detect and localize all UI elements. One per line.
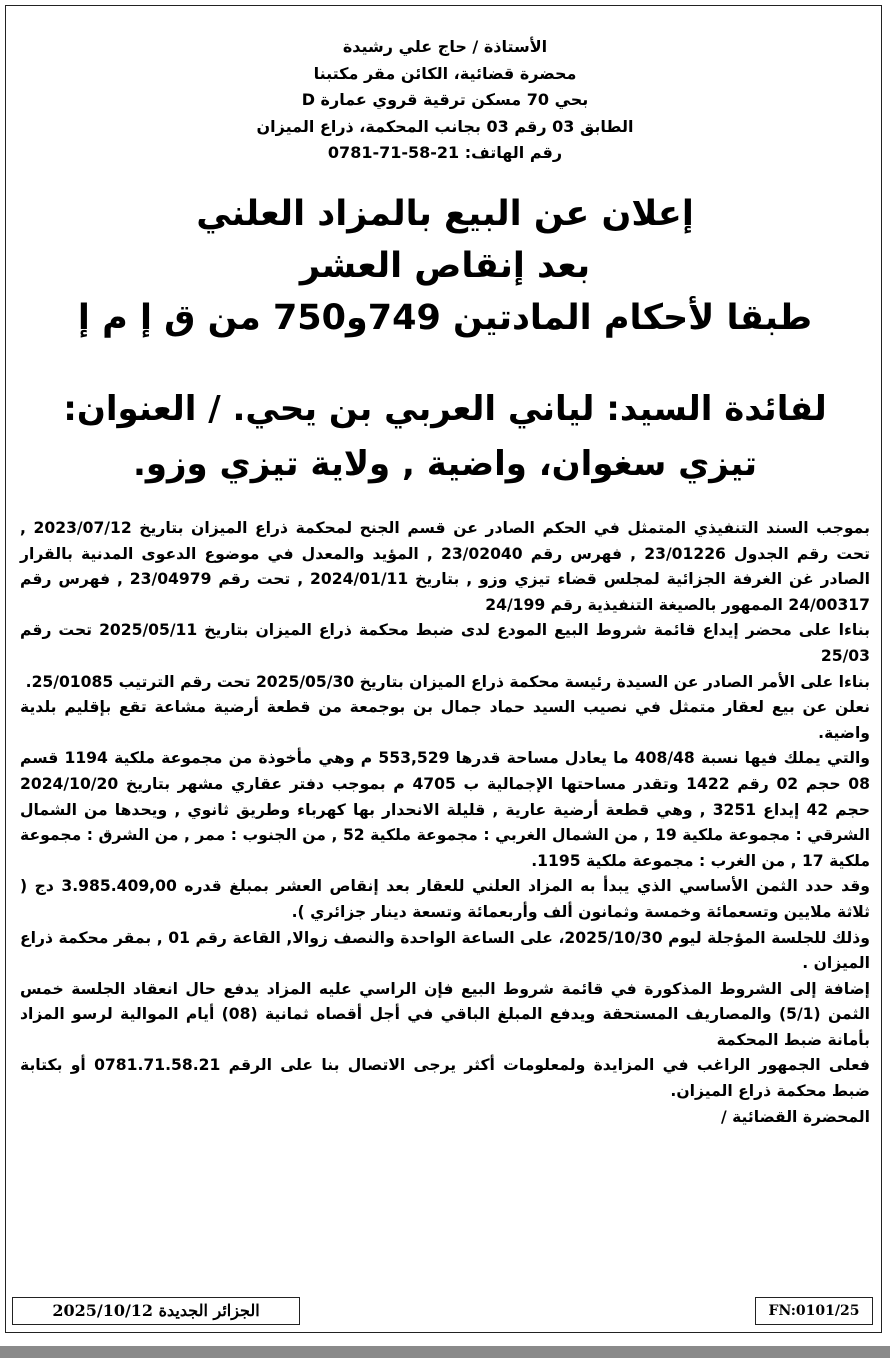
- beneficiary-line-2: تيزي سغوان، واضية , ولاية تيزي وزو.: [132, 444, 758, 484]
- bailiff-name: الأستاذة / حاج علي رشيدة: [342, 37, 548, 56]
- body-paragraph: نعلن عن بيع لعقار متمثل في نصيب السيد حماد جمال بن بوجمعة من قطعة أرضية مشاعة تقع بإقليم بلدية واضية.: [20, 698, 870, 742]
- body-paragraph: بناءا على محضر إيداع قائمة شروط البيع المودع لدى ضبط محكمة ذراع الميزان بتاريخ 2025/05/11 تحت رقم 25/03: [20, 621, 870, 665]
- body-paragraph: إضافة إلى الشروط المذكورة في قائمة شروط البيع فإن الراسي عليه المزاد يدفع حال انعقاد الجلسة خمس الثمن (5/1) والمصاريف المستحقة ويدفع المبلغ الباقي في أجل أقصاه ثمانية (08) أيام الموالية لرسو المزاد بأمانة ضبط المحكمة: [20, 979, 871, 1049]
- body-paragraph: وذلك للجلسة المؤجلة ليوم 2025/10/30، على الساعة الواحدة والنصف زوالا, القاعة رقم 01 , بمقر محكمة ذراع الميزان .: [20, 928, 870, 973]
- bottom-divider: [0, 1346, 890, 1358]
- title-line-1: إعلان عن البيع بالمزاد العلني: [196, 194, 694, 234]
- bailiff-address-2: الطابق 03 رقم 03 بجانب المحكمة، ذراع الميزان: [256, 116, 634, 136]
- signature-line: المحضرة القضائية /: [720, 1107, 870, 1126]
- bailiff-phone: رقم الهاتف: 21-58-71-0781: [327, 143, 563, 162]
- body-paragraph: وقد حدد الثمن الأساسي الذي يبدأ به المزاد العلني للعقار بعد إنقاص العشر بمبلغ قدره 3.985.409,00 دج ( ثلاثة ملايين وتسعمائة وخمسة وثمانون ألف وأربعمائة وتسعة دينار جزائري ).: [20, 877, 870, 921]
- body-paragraph: فعلى الجمهور الراغب في المزايدة ولمعلومات أكثر يرجى الاتصال بنا على الرقم 0781.71.58.21 أو بكتابة ضبط محكمة ذراع الميزان.: [20, 1056, 870, 1101]
- beneficiary-line-1: لفائدة السيد: لياني العربي بن يحي. / العنوان:: [63, 389, 827, 429]
- bailiff-address-1: بحي 70 مسكن ترقية قروي عمارة D: [301, 90, 589, 109]
- notice-body: [20, 516, 870, 1130]
- beneficiary: [10, 382, 880, 492]
- title-line-2: بعد إنقاص العشر: [299, 246, 591, 286]
- bailiff-header: [0, 34, 890, 167]
- publication-date-box: الجزائر الجديدة 2025/10/12: [12, 1297, 300, 1325]
- body-paragraph: والتي يملك فيها نسبة 408/48 ما يعادل مساحة قدرها 553,529 م وهي مأخوذة من مجموعة ملكية 1194 قسم 08 حجم 02 رقم 1422 وتقدر مساحتها الإجمالية ب 4705 م بموجب دفتر عقاري مشهر بتاريخ 2024/10/20 حجم 42 إيداع 3251 , وهي قطعة أرضية عارية , قليلة الانحدار بها كهرباء وطريق ثانوي , ويحدها من الشمال الشرقي : مجموعة ملكية 19 , من الشمال الغربي : مجموعة ملكية 52 , من الجنوب : ممر , من الشرق : مجموعة ملكية 17 , من الغرب : مجموعة ملكية 1195.: [20, 749, 870, 870]
- body-paragraph: بناءا على الأمر الصادر عن السيدة رئيسة محكمة ذراع الميزان بتاريخ 2025/05/30 تحت رقم الترتيب 25/01085.: [25, 672, 870, 691]
- notice-title: [0, 188, 890, 344]
- body-paragraph: بموجب السند التنفيذي المتمثل في الحكم الصادر عن قسم الجنح لمحكمة ذراع الميزان بتاريخ 2023/07/12 , تحت رقم الجدول 23/01226 , فهرس رقم 23/02040 , المؤيد والمعدل في موضوع الدعوى المدنية بالقرار الصادر غن الغرفة الجزائية لمجلس قضاء تيزي وزو , بتاريخ 2024/01/11 , تحت رقم 23/04979 , فهرس رقم 24/00317 الممهور بالصيغة التنفيذية رقم 24/199: [20, 519, 870, 614]
- title-line-3: طبقا لأحكام المادتين 749و750 من ق إ م إ: [77, 298, 813, 338]
- reference-number-box: FN:0101/25: [755, 1297, 873, 1325]
- bailiff-office: محضرة قضائية، الكائن مقر مكتبنا: [313, 63, 577, 83]
